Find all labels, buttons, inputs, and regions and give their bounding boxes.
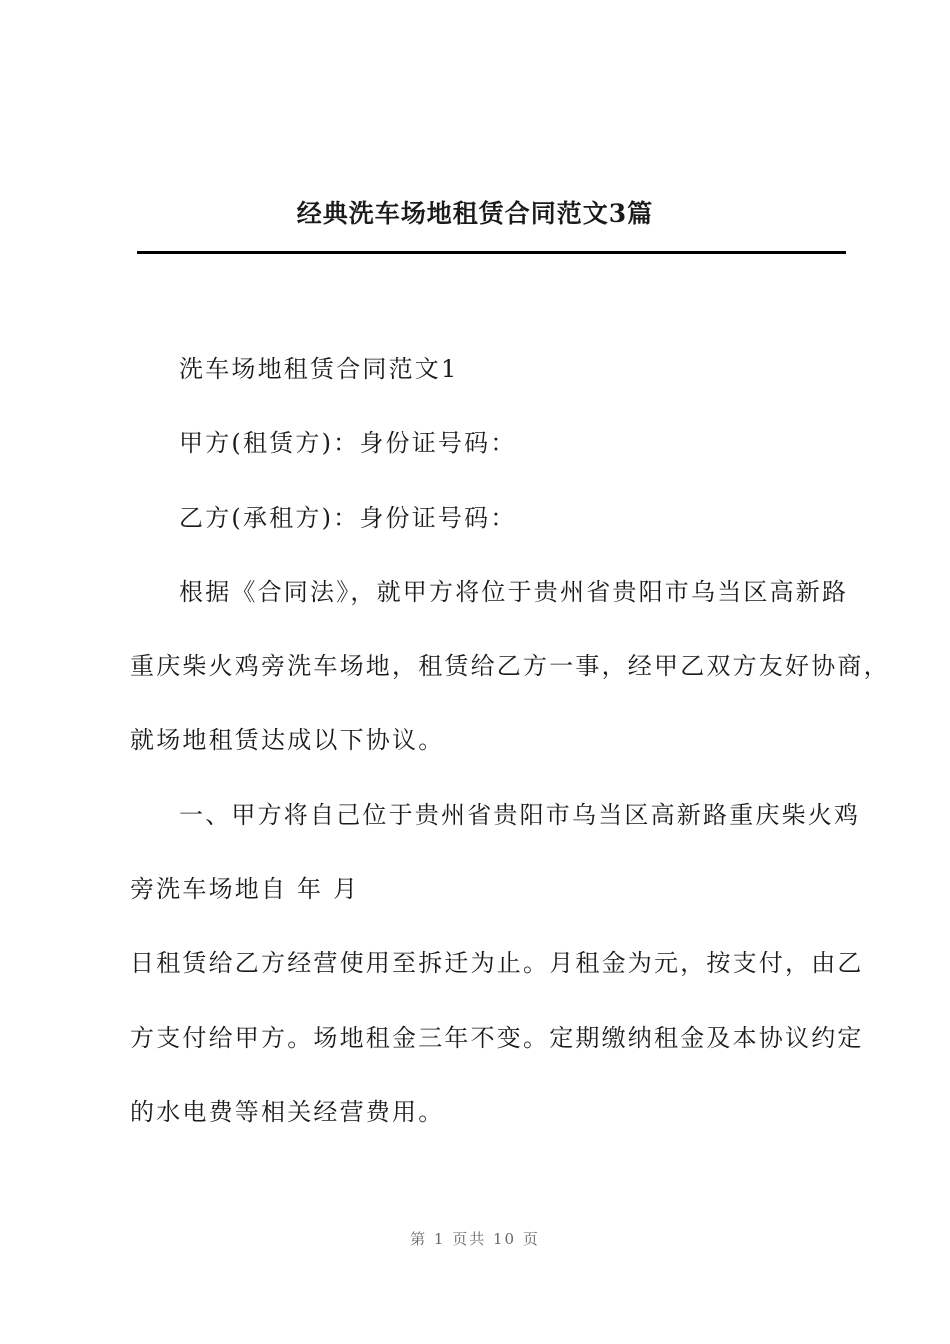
body-line: 旁洗车场地自 年 月	[130, 875, 360, 903]
body-line: 日租赁给乙方经营使用至拆迁为止。月租金为元，按支付，由乙	[130, 949, 864, 977]
body-line: 根据《合同法》，就甲方将位于贵州省贵阳市乌当区高新路	[179, 578, 849, 606]
body-line: 重庆柴火鸡旁洗车场地，租赁给乙方一事，经甲乙双方友好协商，	[130, 652, 890, 680]
title-underline	[137, 251, 846, 254]
party-a-line: 甲方(租赁方)：身份证号码：	[179, 429, 517, 457]
page-number: 第 1 页共 10 页	[410, 1230, 540, 1248]
document-title: 经典洗车场地租赁合同范文3篇	[296, 199, 654, 228]
body-line: 方支付给甲方。场地租金三年不变。定期缴纳租金及本协议约定	[130, 1024, 864, 1052]
body-line: 的水电费等相关经营费用。	[130, 1098, 445, 1126]
body-line: 一、甲方将自己位于贵州省贵阳市乌当区高新路重庆柴火鸡	[179, 801, 861, 829]
party-b-line: 乙方(承租方)：身份证号码：	[179, 504, 517, 532]
body-line: 就场地租赁达成以下协议。	[130, 726, 445, 754]
section-heading: 洗车场地租赁合同范文1	[179, 355, 459, 383]
